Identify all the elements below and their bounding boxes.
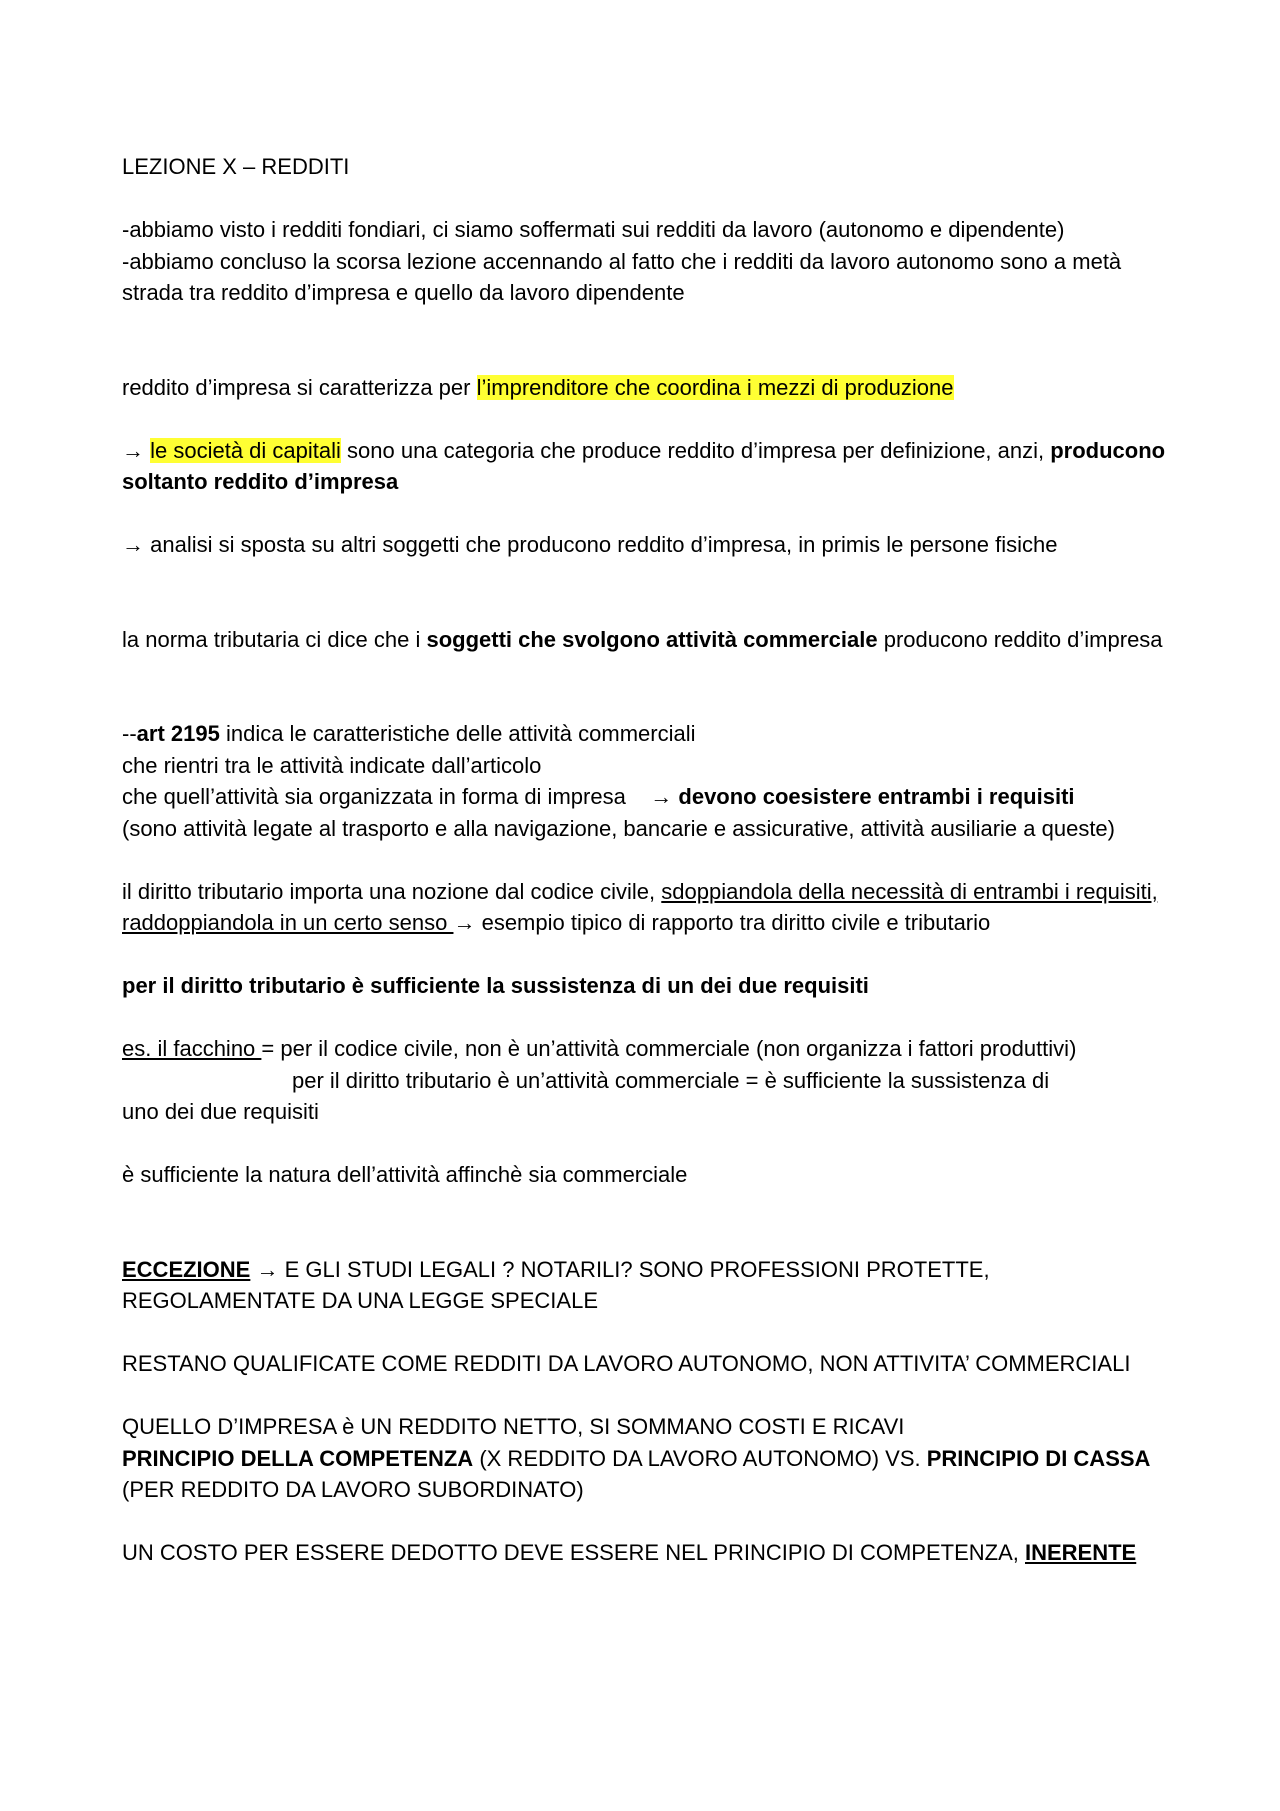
art-bold-requisiti: devono coesistere entrambi i requisiti <box>678 784 1075 809</box>
societa-bold: producono soltanto reddito d’impresa <box>122 437 1166 494</box>
art-line-4: (sono attività legate al trasporto e alla navigazione, bancarie e assicurative, attività ausiliarie a queste) <box>122 815 1115 841</box>
impresa-highlight: l’imprenditore che coordina i mezzi di produzione <box>476 374 954 400</box>
art-line-2: che rientri tra le attività indicate dall’articolo <box>122 752 542 778</box>
costo-paragraph <box>122 1537 1180 1569</box>
arrow-right-icon: → <box>122 532 144 557</box>
societa-paragraph <box>122 435 1180 498</box>
impresa-text: reddito d’impresa si caratterizza per <box>122 374 477 400</box>
principio-competenza: PRINCIPIO DELLA COMPETENZA <box>122 1445 474 1471</box>
art-number: art 2195 <box>136 721 220 746</box>
eccezione-text: E GLI STUDI LEGALI ? NOTARILI? SONO PROFESSIONI PROTETTE, REGOLAMENTATE DA UNA LEGGE SPECIALE <box>122 1256 990 1313</box>
quello-end: (PER REDDITO DA LAVORO SUBORDINATO) <box>122 1477 584 1502</box>
intro-line-1: -abbiamo visto i redditi fondiari, ci siamo soffermati sui redditi da lavoro (autonomo e dipendente) <box>122 217 1065 242</box>
intro-paragraph <box>122 214 1180 309</box>
quello-paragraph <box>122 1411 1180 1506</box>
eccezione-paragraph <box>122 1254 1180 1317</box>
analisi-text: analisi si sposta su altri soggetti che producono reddito d’impresa, in primis le persone fisiche <box>144 532 1058 557</box>
restano-paragraph: RESTANO QUALIFICATE COME REDDITI DA LAVORO AUTONOMO, NON ATTIVITA’ COMMERCIALI <box>122 1351 1131 1376</box>
art-line-1: indica le caratteristiche delle attività commerciali <box>219 721 696 746</box>
norma-text: la norma tributaria ci dice che i <box>122 626 427 652</box>
societa-text: sono una categoria che produce reddito d’impresa per definizione, anzi, <box>340 437 1051 463</box>
diritto-paragraph <box>122 876 1180 939</box>
quello-mid: (X REDDITO DA LAVORO AUTONOMO) VS. <box>473 1445 927 1471</box>
facchino-underline: es. il facchino <box>122 1036 262 1061</box>
diritto-underline-text: sdoppiandola della necessità di entrambi i requisiti, raddoppiandola in un certo senso <box>122 878 1158 935</box>
arrow-right-icon: → <box>453 910 476 935</box>
arrow-right-icon: → <box>256 1256 279 1282</box>
art-line-3: che quell’attività sia organizzata in forma di impresa <box>122 784 626 809</box>
norma-bold: soggetti che svolgono attività commerciale <box>426 626 878 652</box>
arrow-right-icon: → <box>650 784 673 809</box>
diritto-text-end: esempio tipico di rapporto tra diritto civile e tributario <box>475 910 991 935</box>
document-title: LEZIONE X – REDDITI <box>122 154 350 179</box>
facchino-line-2: per il diritto tributario è un’attività commerciale = è sufficiente la sussistenza di <box>292 1067 1050 1093</box>
intro-line-2: -abbiamo concluso la scorsa lezione accennando al fatto che i redditi da lavoro autonomo sono a metà strada tra reddito d’impresa e quello da lavoro dipendente <box>122 248 1122 305</box>
norma-paragraph <box>122 624 1180 656</box>
analisi-paragraph <box>122 529 1180 561</box>
diritto-text: il diritto tributario importa una nozione dal codice civile, <box>122 878 662 904</box>
facchino-line-1: = per il codice civile, non è un’attività commerciale (non organizza i fattori produttivi) <box>261 1036 1077 1061</box>
impresa-paragraph <box>122 372 1180 404</box>
sufficiente-paragraph <box>122 970 1180 1002</box>
sufficiente-bold: per il diritto tributario è sufficiente la sussistenza di un dei due requisiti <box>122 973 869 998</box>
facchino-line-3: uno dei due requisiti <box>122 1099 319 1124</box>
inerente-label: INERENTE <box>1025 1540 1137 1565</box>
quello-line-1: QUELLO D’IMPRESA è UN REDDITO NETTO, SI SOMMANO COSTI E RICAVI <box>122 1414 905 1439</box>
norma-text-end: producono reddito d’impresa <box>877 626 1163 652</box>
facchino-paragraph <box>122 1033 1180 1128</box>
arrow-right-icon: → <box>122 437 144 463</box>
art-dash: -- <box>122 721 137 746</box>
art-paragraph <box>122 718 1180 844</box>
societa-highlight: le società di capitali <box>150 437 341 463</box>
eccezione-label: ECCEZIONE <box>122 1256 251 1282</box>
natura-paragraph: è sufficiente la natura dell’attività affinchè sia commerciale <box>122 1162 688 1187</box>
costo-text: UN COSTO PER ESSERE DEDOTTO DEVE ESSERE NEL PRINCIPIO DI COMPETENZA, <box>122 1540 1025 1565</box>
principio-cassa: PRINCIPIO DI CASSA <box>926 1445 1151 1471</box>
